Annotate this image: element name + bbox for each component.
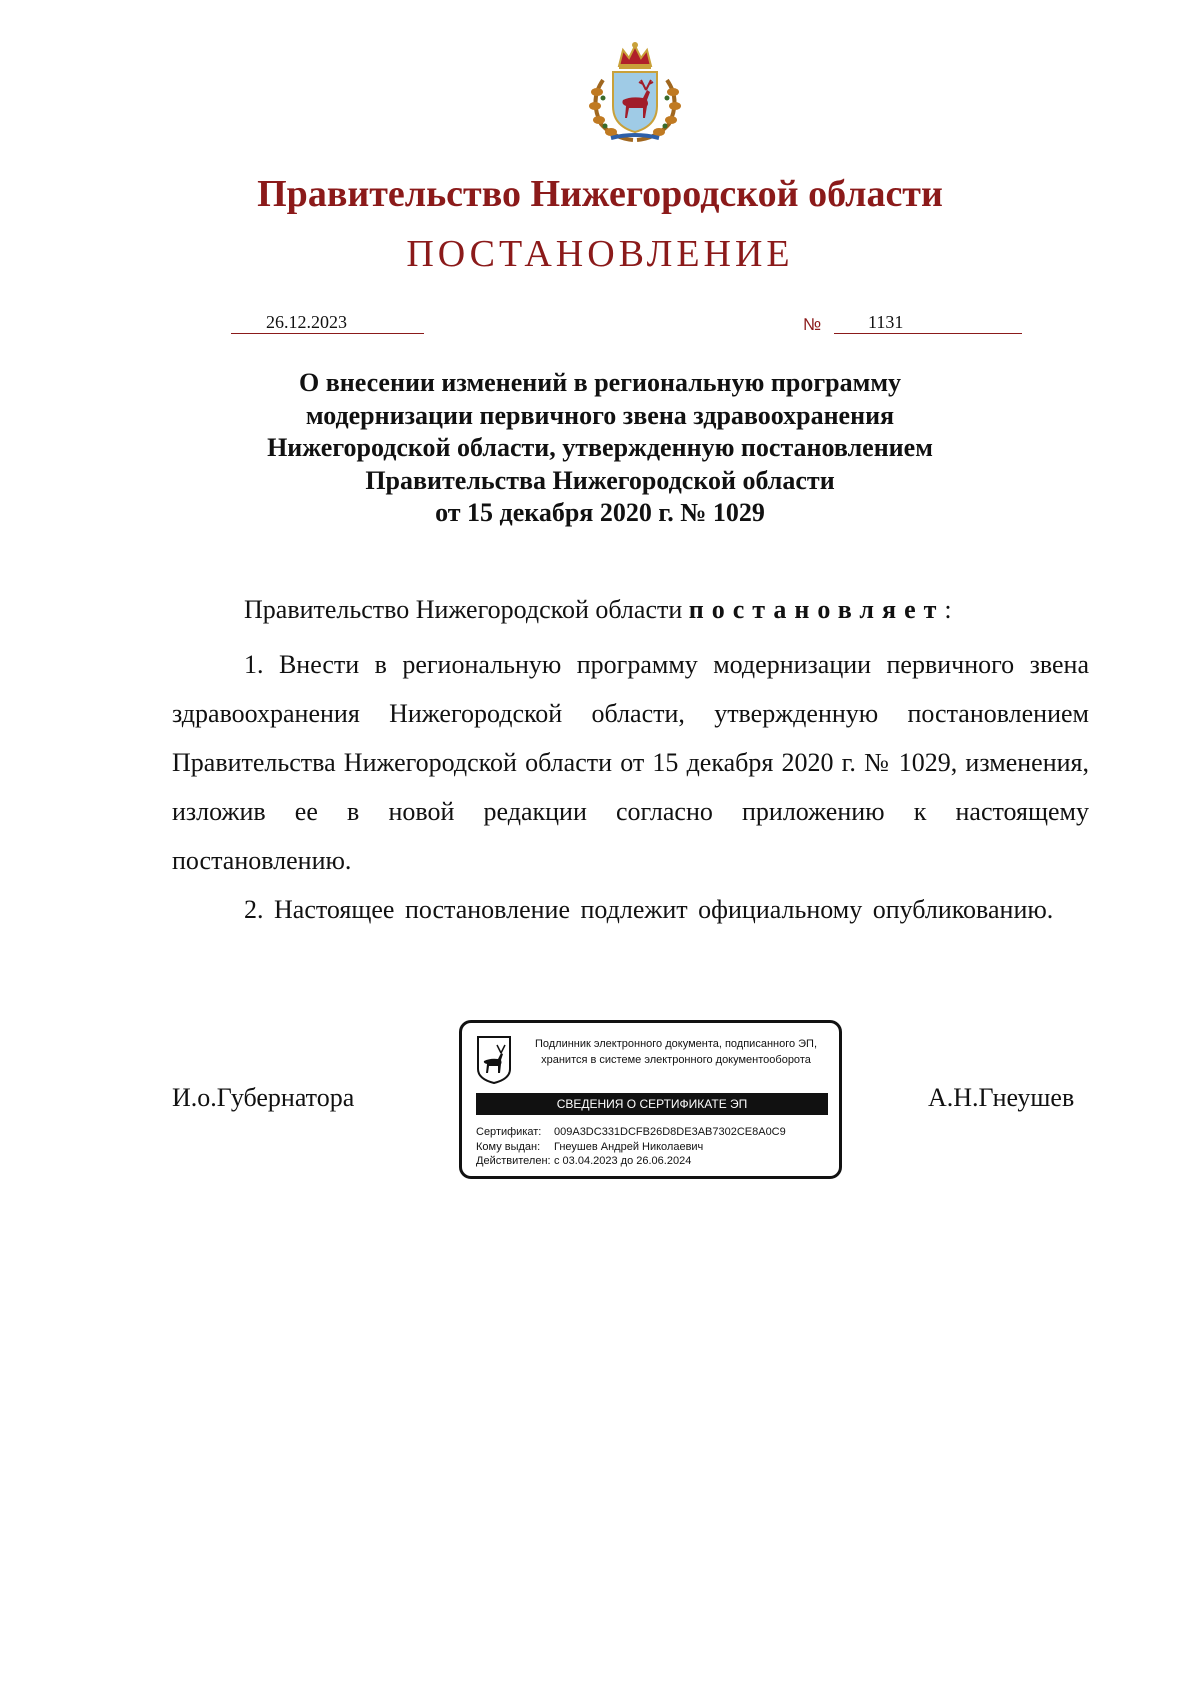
- certificate-label: Сертификат:: [476, 1126, 542, 1138]
- validity-row: [476, 1154, 786, 1169]
- document-type: ПОСТАНОВЛЕНИЕ: [406, 233, 794, 275]
- document-number: 1131: [834, 311, 1022, 334]
- organization-title: Правительство Нижегородской области: [257, 173, 943, 215]
- preamble-subject: Правительство Нижегородской области: [244, 595, 689, 624]
- paragraph-2: 2. Настоящее постановление подлежит официальному опубликованию.: [244, 895, 1054, 924]
- signer-position: И.о.Губернатора: [172, 1083, 355, 1112]
- stamp-heading-line: хранится в системе электронного документооборота: [541, 1054, 811, 1066]
- document-subject: [0, 367, 1200, 530]
- stamp-certificate-title: СВЕДЕНИЯ О СЕРТИФИКАТЕ ЭП: [476, 1093, 828, 1115]
- deer-shield-icon: [476, 1035, 512, 1085]
- preamble: [244, 594, 952, 626]
- paragraph-1: 1. Внести в региональную программу модернизации первичного звена здравоохранения Нижегородской области, утвержденную постановлением Правительства Нижегородской области от 15 декабря 2020 г. № 1029, изменения, изложив ее в новой редакции согласно приложению к настоящему постановлению.: [172, 650, 1089, 875]
- preamble-end: :: [944, 595, 952, 624]
- subject-line: модернизации первичного звена здравоохранения: [305, 400, 895, 430]
- number-sign: №: [803, 315, 822, 334]
- preamble-verb: постановляет: [688, 595, 945, 624]
- stamp-heading-line: Подлинник электронного документа, подписанного ЭП,: [534, 1038, 818, 1050]
- document-date: 26.12.2023: [231, 311, 424, 334]
- issued-to-value: Гнеушев Андрей Николаевич: [554, 1140, 704, 1153]
- signer-name: А.Н.Гнеушев: [928, 1083, 1075, 1112]
- subject-line: Правительства Нижегородской области: [365, 465, 835, 495]
- subject-line: от 15 декабря 2020 г. № 1029: [435, 498, 765, 527]
- issued-to-row: [476, 1140, 786, 1155]
- certificate-row: [476, 1125, 786, 1140]
- subject-line: Нижегородской области, утвержденную постановлением: [267, 433, 933, 462]
- issued-to-label: Кому выдан:: [476, 1140, 541, 1153]
- stamp-heading: [518, 1036, 834, 1068]
- certificate-value: 009A3DC331DCFB26D8DE3AB7302CE8A0C9: [554, 1126, 786, 1138]
- subject-line: О внесении изменений в региональную программу: [298, 368, 902, 397]
- validity-label: Действителен:: [476, 1155, 551, 1167]
- validity-value: с 03.04.2023 до 26.06.2024: [554, 1155, 692, 1167]
- electronic-signature-stamp: [459, 1020, 842, 1179]
- stamp-details: [476, 1125, 786, 1169]
- coat-of-arms-icon: [583, 40, 687, 146]
